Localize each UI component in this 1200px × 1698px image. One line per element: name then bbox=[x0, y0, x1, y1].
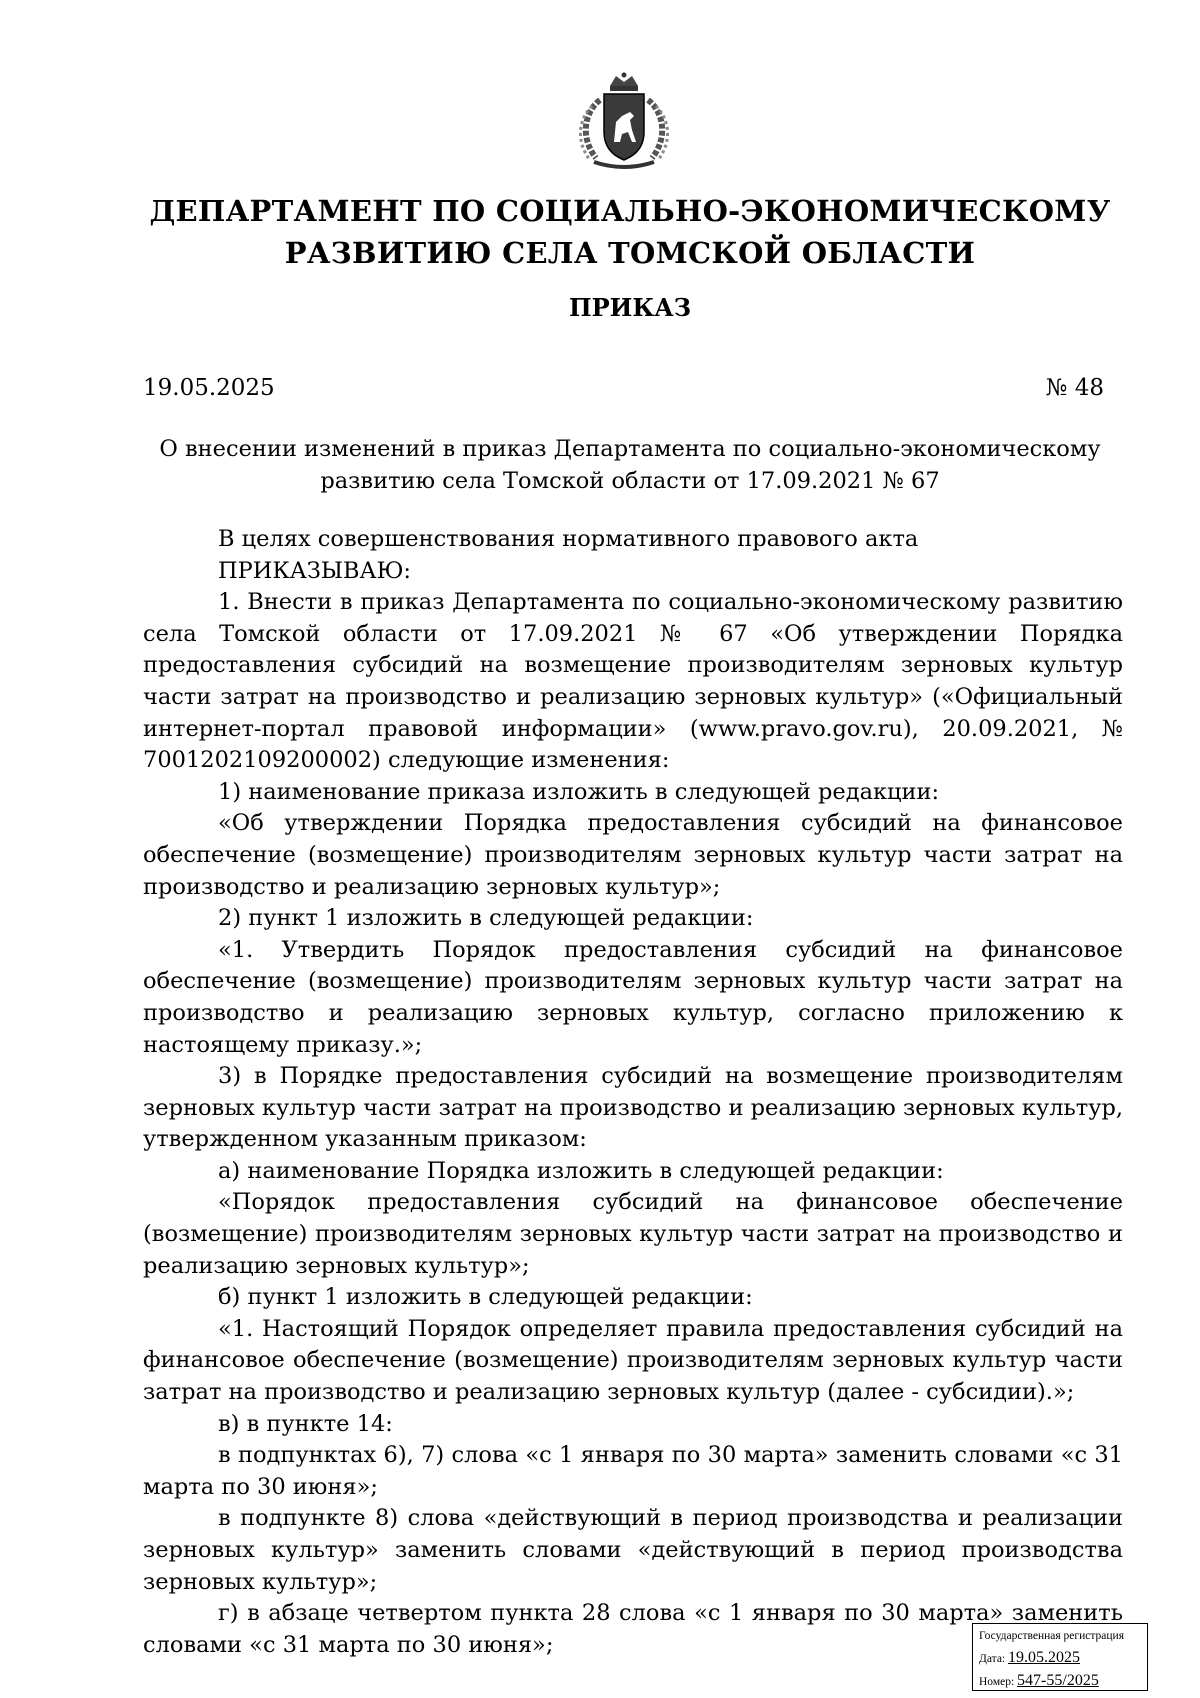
document-date: 19.05.2025 bbox=[143, 375, 275, 401]
paragraph-letter-b: б) пункт 1 изложить в следующей редакции: bbox=[218, 1284, 753, 1311]
subject-line1: О внесении изменений в приказ Департамента по социально-экономическому bbox=[159, 436, 1101, 462]
registration-date-label: Дата: bbox=[979, 1653, 1006, 1665]
paragraph-subitem-2: 2) пункт 1 изложить в следующей редакции: bbox=[218, 905, 754, 932]
subject-line2: развитию села Томской области от 17.09.2021 № 67 bbox=[320, 468, 940, 494]
department-name-line2: РАЗВИТИЮ СЕЛА ТОМСКОЙ ОБЛАСТИ bbox=[284, 236, 976, 270]
document-type: ПРИКАЗ bbox=[568, 293, 692, 322]
document-body bbox=[143, 524, 1123, 1661]
paragraph-subitems-6-7: в подпунктах 6), 7) слова «с 1 января по 30 марта» заменить словами «с 31 марта по 30 июня»; bbox=[143, 1442, 1123, 1500]
document-subject bbox=[140, 433, 1120, 497]
paragraph-quote-item-1: «1. Утвердить Порядок предоставления субсидий на финансовое обеспечение (возмещение) производителям зерновых культур части затрат на производство и реализацию зерновых культур, согласно приложению к настоящему приказу.»; bbox=[143, 936, 1123, 1058]
document-number: № 48 bbox=[1045, 375, 1104, 401]
paragraph-subitem-3: 3) в Порядке предоставления субсидий на возмещение производителям зерновых культур части затрат на производство и реализацию зерновых культур, утвержденном указанным приказом: bbox=[143, 1063, 1123, 1153]
department-name-line1: ДЕПАРТАМЕНТ ПО СОЦИАЛЬНО-ЭКОНОМИЧЕСКОМУ bbox=[149, 194, 1111, 228]
registration-date-value: 19.05.2025 bbox=[1008, 1649, 1080, 1666]
department-name bbox=[0, 190, 1200, 274]
paragraph-item-1: 1. Внести в приказ Департамента по социально-экономическому развитию села Томской области от 17.09.2021 № 67 «Об утверждении Порядка предоставления субсидий на возмещение производителям зерновых культур части затрат на производство и реализацию зерновых культур» («Официальный интернет-портал правовой информации» (www.pravo.gov.ru), 20.09.2021, № 7001202109200002) следующие изменения: bbox=[143, 589, 1123, 774]
registration-number-value: 547-55/2025 bbox=[1017, 1672, 1099, 1689]
paragraph-subitem-8: в подпункте 8) слова «действующий в период производства и реализации зерновых культур» заменить словами «действующий в период производства зерновых культур»; bbox=[143, 1505, 1123, 1595]
tomsk-coat-of-arms-icon bbox=[570, 72, 678, 176]
paragraph-letter-g: г) в абзаце четвертом пункта 28 слова «с 1 января по 30 марта» заменить словами «с 31 марта по 30 июня»; bbox=[143, 1600, 1123, 1658]
paragraph-order-word: ПРИКАЗЫВАЮ: bbox=[218, 557, 411, 584]
paragraph-preamble: В целях совершенствования нормативного правового акта bbox=[218, 526, 919, 552]
registration-number-label: Номер: bbox=[979, 1676, 1015, 1688]
paragraph-quote-title: «Об утверждении Порядка предоставления субсидий на финансовое обеспечение (возмещение) производителям зерновых культур части затрат на производство и реализацию зерновых культур»; bbox=[143, 810, 1123, 900]
paragraph-subitem-1: 1) наименование приказа изложить в следующей редакции: bbox=[218, 778, 940, 805]
paragraph-quote-procedure-title: «Порядок предоставления субсидий на финансовое обеспечение (возмещение) производителям зерновых культур части затрат на производство и реализацию зерновых культур»; bbox=[143, 1189, 1123, 1279]
registration-date-row bbox=[979, 1647, 1141, 1670]
paragraph-quote-procedure-item-1: «1. Настоящий Порядок определяет правила предоставления субсидий на финансовое обеспечение (возмещение) производителям зерновых культур части затрат на производство и реализацию зерновых культур (далее - субсидии).»; bbox=[143, 1315, 1123, 1406]
paragraph-letter-a: а) наименование Порядка изложить в следующей редакции: bbox=[218, 1157, 944, 1184]
registration-stamp bbox=[972, 1623, 1148, 1691]
registration-title: Государственная регистрация bbox=[979, 1630, 1124, 1642]
registration-number-row bbox=[979, 1670, 1141, 1693]
paragraph-letter-v: в) в пункте 14: bbox=[218, 1410, 393, 1437]
